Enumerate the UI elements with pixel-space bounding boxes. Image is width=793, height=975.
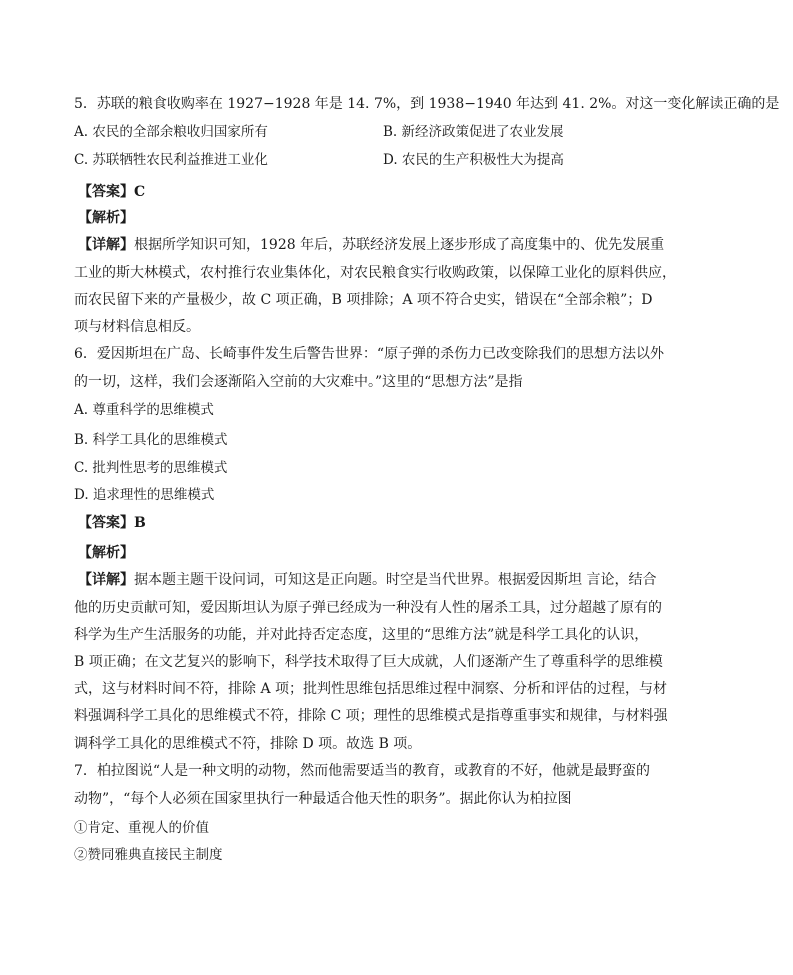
q6-detail-line-1	[78, 570, 656, 590]
q5-option-d[interactable]: D. 农民的生产积极性大为提高	[383, 152, 564, 168]
q6-detail-line-4: B 项正确；在文艺复兴的影响下，科学技术取得了巨大成就，人们逐渐产生了尊重科学的思维模	[74, 654, 663, 670]
q6-detail-label: 【详解】	[78, 572, 134, 588]
q6-option-a[interactable]: A. 尊重科学的思维模式	[74, 402, 214, 418]
q7-item-2: ②赞同雅典直接民主制度	[74, 847, 223, 863]
q6-option-c[interactable]: C. 批判性思考的思维模式	[74, 460, 228, 476]
q5-detail-line-3: 而农民留下来的产量极少，故 C 项正确，B 项排除；A 项不符合史实，错误在“全部余粮”；D	[74, 292, 653, 308]
q5-answer-value: C	[134, 184, 146, 200]
q6-answer	[78, 513, 146, 533]
q6-detail-line-2: 他的历史贡献可知，爱因斯坦认为原子弹已经成为一种没有人性的屠杀工具，过分超越了原有的	[74, 600, 662, 616]
q6-answer-value: B	[134, 515, 146, 531]
q5-option-a[interactable]: A. 农民的全部余粮收归国家所有	[74, 124, 268, 140]
q5-answer-label: 【答案】	[78, 184, 134, 200]
q5-detail-line-2: 工业的斯大林模式，农村推行农业集体化，对农民粮食实行收购政策，以保障工业化的原料供应，	[74, 265, 676, 281]
q5-detail-line-4: 项与材料信息相反。	[74, 319, 200, 335]
q5-option-b[interactable]: B. 新经济政策促进了农业发展	[383, 124, 564, 140]
q6-detail-text-1: 据本题主题干设问词，可知这是正向题。时空是当代世界。根据爱因斯坦 言论，结合	[134, 572, 657, 588]
q6-detail-line-7: 调科学工具化的思维模式不符，排除 D 项。故选 B 项。	[74, 736, 422, 752]
q5-stem: 5．苏联的粮食收购率在 1927−1928 年是 14. 7%，到 1938−1940 年达到 41. 2%。对这一变化解读正确的是	[74, 96, 780, 112]
q7-item-1: ①肯定、重视人的价值	[74, 820, 209, 836]
q6-stem-line-1: 6．爱因斯坦在广岛、长崎事件发生后警告世界：“原子弹的杀伤力已改变除我们的思想方法以外	[74, 346, 665, 362]
q6-detail-line-6: 料强调科学工具化的思维模式不符，排除 C 项；理性的思维模式是指尊重事实和规律，与材料强	[74, 708, 668, 724]
q7-stem-line-1: 7．柏拉图说“人是一种文明的动物，然而他需要适当的教育，或教育的不好，他就是最野蛮的	[74, 763, 651, 779]
q5-detail-label: 【详解】	[78, 237, 134, 253]
q6-analysis-label: 【解析】	[78, 545, 134, 561]
q5-option-c[interactable]: C. 苏联牺牲农民利益推进工业化	[74, 152, 268, 168]
q6-detail-line-3: 科学为生产生活服务的功能，并对此持否定态度，这里的“思维方法”就是科学工具化的认识，	[74, 627, 649, 643]
q6-answer-label: 【答案】	[78, 515, 134, 531]
q7-stem-line-2: 动物”，“每个人必须在国家里执行一种最适合他天性的职务”。据此你认为柏拉图	[74, 791, 572, 807]
q6-stem-line-2: 的一切，这样，我们会逐渐陷入空前的大灾难中。”这里的“思想方法”是指	[74, 374, 523, 390]
q6-option-d[interactable]: D. 追求理性的思维模式	[74, 487, 215, 503]
q5-detail-line-1	[78, 235, 664, 255]
q6-detail-line-5: 式，这与材料时间不符，排除 A 项；批判性思维包括思维过程中洞察、分析和评估的过程，与材	[74, 681, 668, 697]
q5-detail-text-1: 根据所学知识可知，1928 年后，苏联经济发展上逐步形成了高度集中的、优先发展重	[134, 237, 665, 253]
q5-answer	[78, 182, 145, 202]
q5-analysis-label: 【解析】	[78, 210, 134, 226]
q6-option-b[interactable]: B. 科学工具化的思维模式	[74, 432, 228, 448]
